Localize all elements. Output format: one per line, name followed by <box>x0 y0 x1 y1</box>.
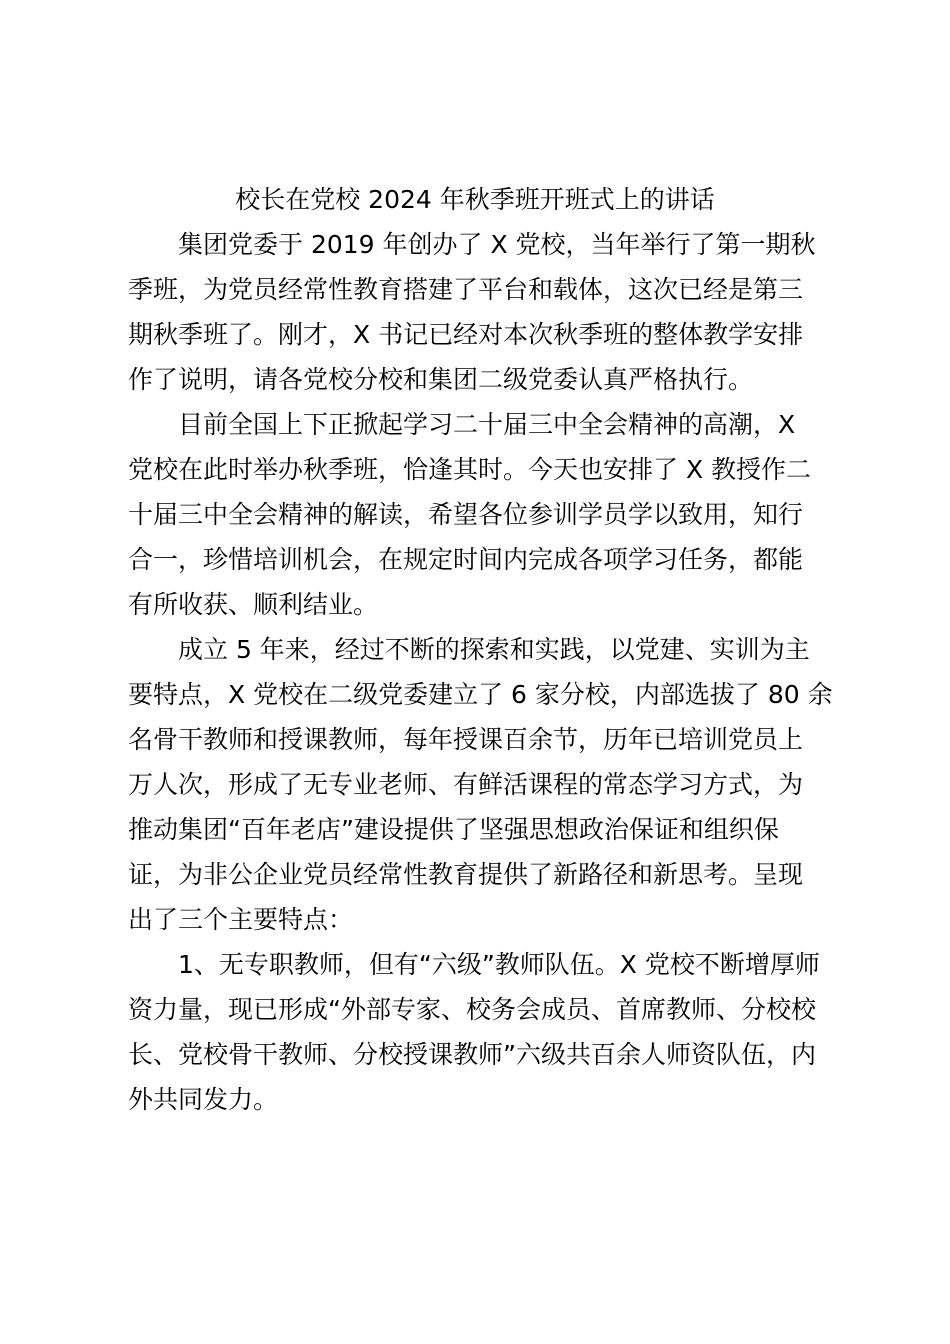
paragraph-1-line-3: 期秋季班了。刚才，X 书记已经对本次秋季班的整体教学安排 <box>128 320 804 349</box>
paragraph-3-line-5: 推动集团“百年老店”建设提供了坚强思想政治保证和组织保 <box>128 815 779 844</box>
document-title: 校长在党校 2024 年秋季班开班式上的讲话 <box>235 185 715 214</box>
paragraph-1-line-4: 作了说明，请各党校分校和集团二级党委认真严格执行。 <box>128 365 754 394</box>
paragraph-2-line-4: 合一，珍惜培训机会，在规定时间内完成各项学习任务，都能 <box>128 545 804 574</box>
paragraph-2-line-1: 目前全国上下正掀起学习二十届三中全会精神的高潮，X <box>178 410 796 439</box>
paragraph-3-line-3: 名骨干教师和授课教师，每年授课百余节，历年已培训党员上 <box>128 725 804 754</box>
paragraph-4-line-4: 外共同发力。 <box>128 1085 279 1114</box>
paragraph-2-line-2: 党校在此时举办秋季班，恰逢其时。今天也安排了 X 教授作二 <box>128 455 812 484</box>
paragraph-3-line-2: 要特点，X 党校在二级党委建立了 6 家分校，内部选拔了 80 余 <box>128 680 833 709</box>
paragraph-1-line-2: 季班，为党员经常性教育搭建了平台和载体，这次已经是第三 <box>128 275 804 304</box>
paragraph-3-line-4: 万人次，形成了无专业老师、有鲜活课程的常态学习方式，为 <box>128 770 804 799</box>
paragraph-3-line-1: 成立 5 年来，经过不断的探索和实践，以党建、实训为主 <box>178 635 810 664</box>
paragraph-4-line-2: 资力量，现已形成“外部专家、校务会成员、首席教师、分校校 <box>128 995 816 1024</box>
paragraph-3-line-6: 证，为非公企业党员经常性教育提供了新路径和新思考。呈现 <box>128 860 804 889</box>
paragraph-1-line-1: 集团党委于 2019 年创办了 X 党校，当年举行了第一期秋 <box>178 230 816 259</box>
paragraph-4-line-3: 长、党校骨干教师、分校授课教师”六级共百余人师资队伍，内 <box>128 1040 816 1069</box>
paragraph-3-line-7: 出了三个主要特点： <box>128 905 354 934</box>
paragraph-2-line-5: 有所收获、顺利结业。 <box>128 590 379 619</box>
paragraph-4-line-1: 1、无专职教师，但有“六级”教师队伍。X 党校不断增厚师 <box>178 950 820 979</box>
paragraph-2-line-3: 十届三中全会精神的解读，希望各位参训学员学以致用，知行 <box>128 500 804 529</box>
